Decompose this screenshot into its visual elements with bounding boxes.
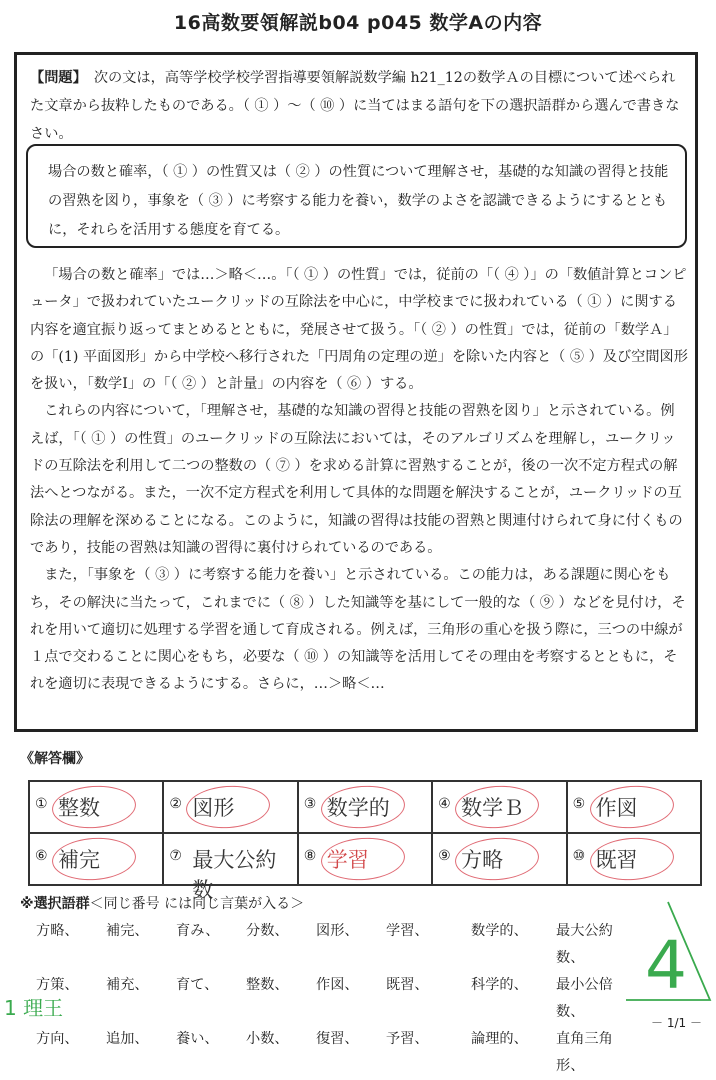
choice-word: 数学的、: [471, 923, 528, 939]
page-number: － 1/1 －: [651, 1016, 702, 1030]
choice-word: 分数、: [246, 923, 289, 939]
answer-number: ⑥: [35, 848, 48, 864]
answer-number: ②: [169, 796, 182, 812]
answer-cell[interactable]: [163, 781, 297, 833]
answer-number: ⑩: [572, 848, 586, 864]
handwritten-answer: 作図: [595, 796, 638, 820]
answer-cell[interactable]: [298, 781, 432, 833]
choice-word: 方向、: [36, 1031, 79, 1047]
problem-label: 【問題】: [30, 70, 80, 86]
choice-word: 育み、: [176, 923, 220, 939]
answer-cell[interactable]: [29, 781, 163, 833]
choice-word: 補充、: [106, 977, 149, 993]
handwritten-answer: 補完: [58, 848, 100, 872]
answer-cell[interactable]: [567, 833, 701, 885]
page-title: 16高数要領解説b04 p045 数学Aの内容: [173, 12, 543, 34]
problem-statement: [30, 64, 686, 148]
answer-cell[interactable]: [298, 833, 432, 885]
choice-word: 方略、: [36, 923, 79, 939]
choice-word: 最大公約数、: [556, 923, 613, 966]
choice-word: 予習、: [386, 1031, 429, 1047]
explanation-text: [30, 262, 688, 699]
objective-quote-box: 場合の数と確率，（ ① ）の性質又は（ ② ）の性質について理解させ，基礎的な知識の習得と技能の習熟を図り，事象を（ ③ ）に考察する能力を養い，数学のよさを認識できるようにするとともに，それらを活用する態度を育てる。: [26, 144, 687, 248]
handwritten-answer: 学習: [326, 848, 369, 872]
choices-title: [20, 893, 304, 913]
answer-cell[interactable]: [432, 833, 566, 885]
answer-number: ③: [303, 796, 317, 812]
paragraph: 「場合の数と確率」では…＞略＜…。「（ ① ）の性質」では，従前の「（ ④ ）」の「数値計算とコンピュータ」で扱われていたユークリッドの互除法を中心に，中学校までに扱われている（ ① ）に関する内容を適宜振り返ってまとめるとともに，発展させて扱う。「（ ② ）の性質」では，従前の「数学Ａ」の「(1) 平面図形」から中学校へ移行された「円周角の定理の逆」を除いた内容と（ ⑤ ）及び空間図形を扱い，「数学Ⅰ」の「（ ② ）と計量」の内容を（ ⑥ ）する。: [30, 267, 688, 393]
choice-word: 最小公倍数、: [556, 977, 613, 1020]
answer-number: ④: [438, 796, 451, 812]
handwritten-answer: 図形: [192, 796, 235, 820]
handwritten-score: [622, 896, 714, 1006]
handwritten-answer: 整数: [58, 796, 100, 820]
choice-word: 小数、: [246, 1031, 289, 1047]
answer-number: ⑧: [303, 848, 317, 864]
paragraph: また，「事象を（ ③ ）に考察する能力を養い」と示されている。この能力は，ある課題に関心をもち，その解決に当たって，これまでに（ ⑧ ）した知識等を基にして一般的な（ ⑨ ）などを見付け，それを用いて適切に処理する学習を通して育成される。例えば，三角形の重心を扱う際に，三つの中線が１点で交わることに関心をもち，必要な（ ⑩ ）の知識等を活用してその理由を考察するとともに，それを適切に表現できるようにする。さらに，…＞略＜…: [30, 567, 686, 693]
choice-word: 補完、: [106, 923, 149, 939]
answer-cell[interactable]: [432, 781, 566, 833]
handwritten-answer: 数学的: [326, 796, 390, 820]
choice-word: 復習、: [316, 1031, 359, 1047]
choice-word: 作図、: [316, 977, 359, 993]
answer-cell[interactable]: [163, 833, 297, 902]
choice-word: 育て、: [176, 977, 219, 993]
handwritten-answer: 既習: [595, 848, 638, 872]
problem-text: 次の文は，高等学校学校学習指導要領解説数学編 h21_12の数学Ａの目標について述べられた文章から抜粋したものである。（ ① ）～（ ⑩ ）に当てはまる語句を下の選択語群から選んで書きなさい。: [30, 70, 680, 142]
choice-word: 直角三角形、: [556, 1031, 613, 1074]
choice-word: 学習、: [386, 923, 429, 939]
score-value: 4: [645, 927, 687, 1004]
choice-word: 養い、: [176, 1031, 219, 1047]
choice-word-grid: [36, 918, 636, 1080]
answer-cell[interactable]: [29, 833, 163, 885]
handwritten-answer: 数学Ｂ: [461, 796, 525, 820]
choice-word: 方策、: [36, 977, 79, 993]
handwritten-answer: 最大公約数: [192, 848, 277, 902]
choice-word: 論理的、: [471, 1031, 528, 1047]
paragraph: これらの内容について，「理解させ，基礎的な知識の習得と技能の習熟を図り」と示されている。例えば，「（ ① ）の性質」のユークリッドの互除法においては，そのアルゴリズムを理解し，ユークリッドの互除法を利用して二つの整数の（ ⑦ ）を求める計算に習熟することが，後の一次不定方程式の解法へとつながる。また，一次不定方程式を利用して具体的な問題を解決することが，ユークリッドの互除法の理解を深めることになる。このように，知識の習得は技能の習熟と関連付けられて身に付くものであり，技能の習熟は知識の習得に裏付けられているのである。: [30, 403, 683, 556]
answer-table: [28, 780, 702, 902]
answer-section-title: 《解答欄》: [20, 751, 90, 767]
handwritten-answer: 方略: [461, 848, 504, 872]
choice-word: 追加、: [106, 1031, 149, 1047]
handwritten-note: 1 理王: [4, 996, 64, 1020]
answer-number: ⑨: [438, 848, 451, 864]
answer-number: ⑤: [572, 796, 586, 812]
answer-number: ⑦: [169, 848, 182, 864]
answer-cell[interactable]: [567, 781, 701, 833]
choice-word: 整数、: [246, 977, 289, 993]
choice-word: 図形、: [316, 923, 359, 939]
choice-word: 科学的、: [471, 977, 528, 993]
choice-word: 既習、: [386, 977, 429, 993]
choices-instruction: ＜同じ番号 には同じ言葉が入る＞: [89, 896, 305, 912]
answer-number: ①: [35, 796, 48, 812]
choices-label: ※選択語群: [20, 896, 90, 912]
